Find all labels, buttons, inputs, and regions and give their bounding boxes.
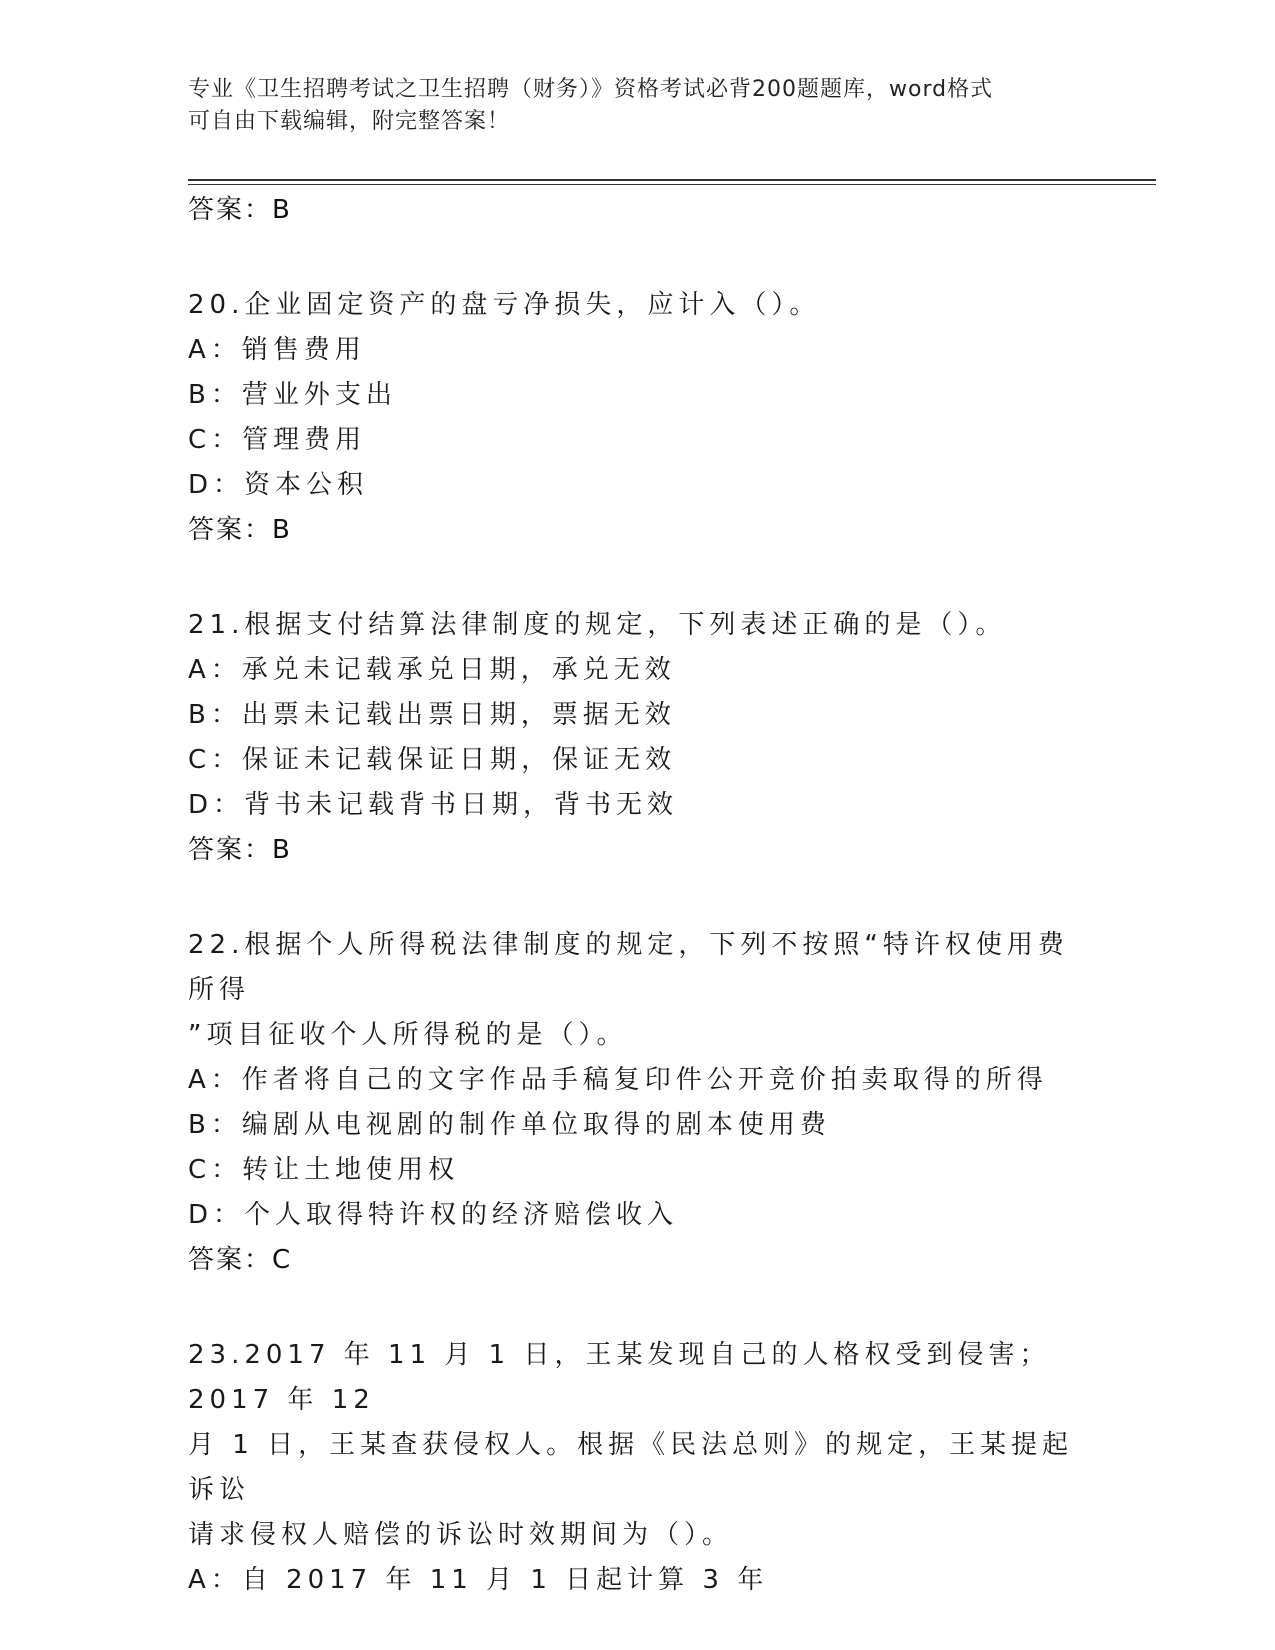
question-list (188, 188, 1088, 1603)
question-stem: 21.根据支付结算法律制度的规定，下列表述正确的是（）。 (188, 610, 1007, 640)
answer-line: 答案：B (188, 195, 292, 225)
answer-line: 答案：B (188, 515, 292, 545)
question-stem-line-1: 23.2017 年 11 月 1 日，王某发现自己的人格权受到侵害；2017 年 12 (188, 1340, 1051, 1415)
page-header (188, 74, 1068, 138)
option-d: D：背书未记载背书日期，背书无效 (188, 790, 679, 820)
option-b: B：出票未记载出票日期，票据无效 (188, 700, 676, 730)
option-a: A：承兑未记载承兑日期，承兑无效 (188, 655, 676, 685)
option-d: D：资本公积 (188, 470, 369, 500)
question-item (188, 923, 1088, 1283)
option-c: C：转让土地使用权 (188, 1155, 460, 1185)
option-b: B：编剧从电视剧的制作单位取得的剧本使用费 (188, 1110, 831, 1140)
answer-line: 答案：B (188, 835, 292, 865)
question-item (188, 283, 1088, 553)
header-line-2: 可自由下载编辑，附完整答案！ (188, 109, 511, 134)
spacer (188, 873, 1088, 923)
question-stem-line-1: 22.根据个人所得税法律制度的规定，下列不按照“特许权使用费所得 (188, 930, 1069, 1005)
option-d: D：个人取得特许权的经济赔偿收入 (188, 1200, 679, 1230)
header-line-1: 专业《卫生招聘考试之卫生招聘（财务）》资格考试必背200题题库，word格式 (188, 77, 994, 102)
answer-line: 答案：C (188, 1245, 293, 1275)
option-a: A：作者将自己的文字作品手稿复印件公开竞价拍卖取得的所得 (188, 1065, 1048, 1095)
option-a: A：销售费用 (188, 335, 366, 365)
question-item (188, 1333, 1088, 1603)
option-c: C：保证未记载保证日期，保证无效 (188, 745, 677, 775)
question-stem-line-2: 月 1 日，王某查获侵权人。根据《民法总则》的规定，王某提起诉讼 (188, 1430, 1074, 1505)
spacer (188, 1283, 1088, 1333)
option-a: A：自 2017 年 11 月 1 日起计算 3 年 (188, 1565, 769, 1595)
spacer (188, 553, 1088, 603)
question-stem-line-2: ”项目征收个人所得税的是（）。 (188, 1020, 628, 1050)
question-item (188, 603, 1088, 873)
header-divider (188, 179, 1156, 185)
question-stem: 20.企业固定资产的盘亏净损失，应计入（）。 (188, 290, 821, 320)
question-stem-line-3: 请求侵权人赔偿的诉讼时效期间为（）。 (188, 1520, 734, 1550)
spacer (188, 233, 1088, 283)
option-b: B：营业外支出 (188, 380, 397, 410)
option-c: C：管理费用 (188, 425, 367, 455)
